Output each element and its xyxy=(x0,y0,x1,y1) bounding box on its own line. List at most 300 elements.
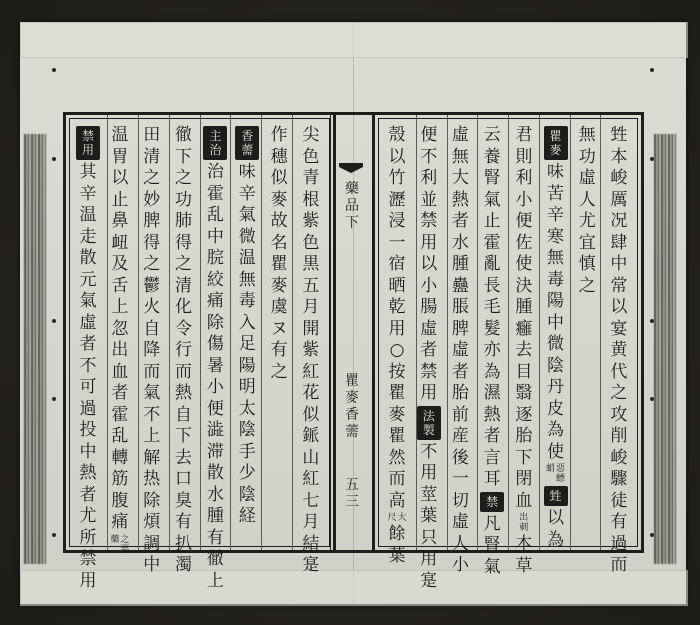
note-line xyxy=(519,513,528,533)
heading-char: 瞿 xyxy=(549,129,562,143)
text-char: 腎 xyxy=(483,168,501,188)
text-char: 之 xyxy=(175,168,193,188)
text-char: 脘 xyxy=(206,248,224,268)
note-line xyxy=(387,513,396,523)
text-char: 而 xyxy=(610,555,628,575)
text-char: 脾 xyxy=(143,211,161,231)
text-char: 以 xyxy=(547,508,565,528)
text-char: 胎 xyxy=(451,383,469,403)
text-char: 熱 xyxy=(79,463,97,483)
text-char: 峻 xyxy=(610,447,628,468)
text-char: 色 xyxy=(302,232,320,253)
text-char: 䤨 xyxy=(302,426,320,446)
text-char: 脾 xyxy=(451,318,469,339)
note-line xyxy=(120,535,129,555)
text-char: 佐 xyxy=(515,232,533,253)
text-char: 殼 xyxy=(388,125,406,145)
text-char: 尖 xyxy=(302,125,320,145)
text-char: 有 xyxy=(175,512,193,532)
text-char: 七 xyxy=(302,490,320,511)
text-char: 紅 xyxy=(302,469,320,489)
text-char: 氣 xyxy=(483,189,501,210)
note-char: 大 xyxy=(397,513,407,523)
text-char: 氣 xyxy=(79,291,97,311)
text-char: 無 xyxy=(451,146,469,167)
text-char: 苦 xyxy=(547,183,565,204)
text-char: 足 xyxy=(238,334,256,354)
text-char: 中 xyxy=(143,555,161,575)
right-column-6 xyxy=(448,125,472,575)
text-char: 降 xyxy=(143,340,161,360)
text-char: 月 xyxy=(302,512,320,532)
text-char: 攻 xyxy=(610,404,628,425)
left-column-2 xyxy=(267,125,291,540)
text-char: 暑 xyxy=(206,355,224,376)
text-char: 過 xyxy=(610,533,628,554)
text-char: 乱 xyxy=(111,426,129,446)
text-char: 投 xyxy=(79,420,97,440)
heading-char: 法 xyxy=(422,408,435,423)
text-char: 水 xyxy=(451,232,469,253)
left-column-3 xyxy=(235,125,259,540)
text-char: 人 xyxy=(451,533,469,554)
text-char: 胎 xyxy=(515,426,533,446)
heading-char: 製 xyxy=(422,422,435,437)
fish-tail-mark-icon xyxy=(339,163,363,173)
text-char: 辛 xyxy=(79,183,97,204)
text-char: 亂 xyxy=(483,254,501,274)
gutter-char: 瞿 xyxy=(345,373,359,389)
binding-hole xyxy=(52,68,56,72)
text-char: 甡 xyxy=(610,125,628,145)
right-column-8 xyxy=(385,125,409,566)
text-char: 中 xyxy=(610,254,628,274)
text-char: 而 xyxy=(143,361,161,382)
text-char: 熱 xyxy=(483,404,501,425)
text-char: 乾 xyxy=(388,297,406,317)
text-char: 紅 xyxy=(302,361,320,382)
text-char: 者 xyxy=(79,484,97,505)
text-char: 徹 xyxy=(206,549,224,569)
text-char: 氣 xyxy=(483,556,501,577)
text-char: 火 xyxy=(143,297,161,317)
note-char: 藥 xyxy=(110,534,120,545)
text-char: 為 xyxy=(483,361,501,382)
text-char: 毛 xyxy=(483,297,501,317)
text-char: 陰 xyxy=(238,484,256,505)
text-char: 開 xyxy=(302,318,320,339)
text-char: 似 xyxy=(270,168,288,188)
text-char: 有 xyxy=(270,340,288,360)
text-char: 者 xyxy=(451,211,469,231)
column-rule xyxy=(200,115,201,550)
text-char: 腎 xyxy=(483,535,501,555)
text-char: 草 xyxy=(515,555,533,576)
binding-hole xyxy=(650,157,654,161)
text-char: 可 xyxy=(79,377,97,397)
text-char: 自 xyxy=(143,318,161,339)
text-char: 癰 xyxy=(515,318,533,339)
note-char: 刺 xyxy=(519,523,529,533)
text-char: 紫 xyxy=(302,211,320,231)
text-char: 有 xyxy=(206,527,224,548)
right-column-4 xyxy=(512,125,536,576)
note-line xyxy=(398,513,407,523)
binding-hole xyxy=(650,533,654,537)
text-char: 尤 xyxy=(79,506,97,526)
text-char: 以 xyxy=(388,146,406,167)
text-char: 瀝 xyxy=(388,189,406,210)
note-char: 蛸 xyxy=(546,464,556,474)
text-char: 亦 xyxy=(483,340,501,360)
text-char: 霍 xyxy=(111,404,129,425)
column-rule xyxy=(138,115,139,550)
text-char: 餘 xyxy=(388,524,406,544)
column-rule xyxy=(292,115,293,550)
text-char: 中 xyxy=(79,441,97,462)
text-char: 無 xyxy=(547,248,565,268)
gutter-char: 藥 xyxy=(345,181,359,197)
text-char: 陽 xyxy=(238,355,256,376)
text-char: 濕 xyxy=(483,383,501,403)
left-column-4 xyxy=(203,125,227,591)
text-char: 而 xyxy=(388,469,406,489)
show-through-right xyxy=(654,134,676,564)
text-char: 利 xyxy=(515,168,533,188)
heading-char: 麥 xyxy=(549,143,562,157)
heading-label xyxy=(417,406,441,440)
text-char: 毒 xyxy=(238,291,256,311)
text-char: 化 xyxy=(175,297,193,317)
text-char: 功 xyxy=(578,146,596,167)
text-char: 本 xyxy=(610,146,628,167)
text-char: 腸 xyxy=(420,297,438,317)
text-char: 葉 xyxy=(420,506,438,526)
text-char: 麥 xyxy=(388,404,406,425)
text-char: 似 xyxy=(302,404,320,425)
text-char: 便 xyxy=(420,125,438,145)
text-char: 虛 xyxy=(578,168,596,188)
text-char: 入 xyxy=(238,312,256,333)
left-page-frame xyxy=(63,112,336,591)
text-char: 逐 xyxy=(515,404,533,425)
text-char: 用 xyxy=(420,463,438,483)
text-char: 用 xyxy=(79,570,97,591)
text-char: 者 xyxy=(79,334,97,354)
heading-char: 禁 xyxy=(486,494,499,509)
gutter-page-number xyxy=(331,477,373,511)
text-char: 下 xyxy=(515,447,533,468)
heading-char: 香 xyxy=(241,129,254,143)
text-char: 並 xyxy=(420,189,438,210)
gutter-char: 麥 xyxy=(345,390,359,406)
gutter-section-title xyxy=(331,181,373,232)
heading-char: 治 xyxy=(209,143,222,157)
text-char: 滞 xyxy=(206,441,224,462)
text-char: 之 xyxy=(175,254,193,274)
text-char: 忽 xyxy=(111,318,129,339)
text-char: 以 xyxy=(111,168,129,188)
text-char: 前 xyxy=(451,404,469,425)
text-char: 太 xyxy=(238,398,256,419)
text-char: 用 xyxy=(420,232,438,253)
heading-char: 用 xyxy=(81,143,94,157)
text-char: 者 xyxy=(420,340,438,360)
text-char: 瞿 xyxy=(388,426,406,446)
text-char: 除 xyxy=(143,490,161,511)
column-rule xyxy=(230,115,231,550)
text-char: 不 xyxy=(143,404,161,425)
text-char: 紫 xyxy=(302,340,320,360)
text-char: 功 xyxy=(175,189,193,210)
text-char: 清 xyxy=(143,146,161,167)
text-char: 本 xyxy=(515,534,533,554)
text-char: 徒 xyxy=(610,490,628,511)
column-rule xyxy=(570,115,571,550)
text-char: 治 xyxy=(206,162,224,182)
text-char: 用 xyxy=(420,549,438,569)
text-char: 瞿 xyxy=(388,383,406,403)
text-char: 山 xyxy=(302,447,320,468)
text-char: 腹 xyxy=(111,490,129,511)
column-rule xyxy=(261,115,262,550)
text-char: 穗 xyxy=(270,146,288,167)
binding-hole xyxy=(52,397,56,401)
text-char: 温 xyxy=(111,125,129,145)
text-char: 之 xyxy=(143,168,161,188)
text-char: 丹 xyxy=(547,377,565,397)
text-char: 元 xyxy=(79,269,97,290)
text-char: 散 xyxy=(206,463,224,483)
text-char: 竹 xyxy=(388,168,406,188)
binding-hole xyxy=(52,319,56,323)
column-rule xyxy=(508,115,509,550)
text-char: 得 xyxy=(175,232,193,253)
interlinear-note xyxy=(109,535,131,555)
text-char: 無 xyxy=(578,125,596,145)
right-column-5 xyxy=(480,125,504,577)
note-line xyxy=(546,464,555,484)
text-char: 之 xyxy=(610,383,628,403)
text-char: 口 xyxy=(175,469,193,489)
text-char: 閉 xyxy=(515,469,533,489)
text-char: 常 xyxy=(610,275,628,296)
text-char: 温 xyxy=(238,248,256,268)
text-char: 虛 xyxy=(451,512,469,532)
text-char: 結 xyxy=(302,533,320,554)
text-char: 宿 xyxy=(388,254,406,274)
text-char: 虛 xyxy=(420,318,438,339)
text-char: 上 xyxy=(111,297,129,317)
text-char: 腫 xyxy=(451,254,469,274)
column-rule xyxy=(477,115,478,550)
text-char: 解 xyxy=(143,447,161,468)
text-char: 水 xyxy=(206,484,224,505)
text-char: 黒 xyxy=(302,254,320,274)
text-char: 有 xyxy=(610,512,628,532)
text-char: 其 xyxy=(79,162,97,182)
text-char: 驟 xyxy=(610,469,628,489)
note-line xyxy=(110,535,119,555)
text-char: 之 xyxy=(143,254,161,274)
gutter-char: 下 xyxy=(345,215,359,231)
text-char: 以 xyxy=(610,297,628,317)
text-char: 肺 xyxy=(175,211,193,231)
text-char: 下 xyxy=(175,426,193,446)
text-char: 所 xyxy=(79,527,97,548)
text-char: 中 xyxy=(547,312,565,333)
text-char: 腫 xyxy=(206,506,224,526)
right-column-3 xyxy=(544,125,568,550)
left-column-8 xyxy=(76,125,100,591)
text-char: 上 xyxy=(206,570,224,591)
text-char: 麥 xyxy=(270,275,288,296)
note-line xyxy=(556,464,565,484)
text-char: 黄 xyxy=(610,340,628,360)
text-char: 大 xyxy=(451,168,469,188)
text-char: 小 xyxy=(206,377,224,397)
text-char: 辛 xyxy=(547,205,565,225)
interlinear-note xyxy=(513,513,535,533)
text-char: 舌 xyxy=(111,275,129,296)
text-char: 熱 xyxy=(451,189,469,210)
text-char: 者 xyxy=(483,426,501,446)
text-char: 及 xyxy=(111,254,129,274)
note-char: 之 xyxy=(120,534,130,545)
text-char: 按 xyxy=(388,361,406,382)
binding-hole xyxy=(650,397,654,401)
text-char: 禁 xyxy=(420,211,438,231)
text-char: 代 xyxy=(610,361,628,382)
text-char: 凡 xyxy=(483,513,501,534)
right-column-2 xyxy=(575,125,599,540)
heading-label xyxy=(203,126,227,160)
tape-top xyxy=(20,22,688,58)
text-char: 蠱 xyxy=(451,275,469,296)
text-char: 虛 xyxy=(451,340,469,360)
text-char: 寔 xyxy=(420,570,438,591)
text-char: 浸 xyxy=(388,211,406,231)
text-char: 削 xyxy=(610,426,628,446)
gutter-char: 香 xyxy=(345,407,359,423)
text-char: 中 xyxy=(206,226,224,247)
column-rule xyxy=(600,115,601,550)
text-char: 妙 xyxy=(143,189,161,210)
text-char: 濁 xyxy=(175,555,193,575)
text-char: 然 xyxy=(388,447,406,468)
text-char: 痛 xyxy=(111,512,129,532)
text-char: 腫 xyxy=(515,297,533,317)
text-char: 用 xyxy=(420,383,438,403)
text-char: 自 xyxy=(175,404,193,425)
text-char: ヌ xyxy=(270,318,288,339)
gutter-column xyxy=(330,112,374,553)
text-char: 少 xyxy=(238,463,256,483)
text-char: 無 xyxy=(238,269,256,290)
note-char: 惡 xyxy=(556,464,566,474)
text-char: 下 xyxy=(175,146,193,167)
right-column-1 xyxy=(607,125,631,575)
text-char: 澁 xyxy=(206,420,224,440)
text-char: 去 xyxy=(175,447,193,468)
text-char: 氣 xyxy=(238,205,256,225)
text-char: 之 xyxy=(578,275,596,296)
text-char: 宴 xyxy=(610,318,628,339)
text-char: 明 xyxy=(238,377,256,397)
text-char: 絞 xyxy=(206,269,224,290)
gutter-entry-title xyxy=(331,373,373,441)
binding-hole xyxy=(650,319,654,323)
text-char: 不 xyxy=(79,355,97,376)
text-char: 麥 xyxy=(270,189,288,210)
text-char: 皮 xyxy=(547,398,565,419)
text-char: 除 xyxy=(206,312,224,333)
text-char: 過 xyxy=(79,398,97,419)
text-char: 便 xyxy=(206,398,224,419)
text-char: 高 xyxy=(388,490,406,511)
note-char: 螵 xyxy=(556,474,566,484)
text-char: 利 xyxy=(420,168,438,188)
interlinear-note xyxy=(545,464,567,484)
text-char: 散 xyxy=(79,248,97,268)
column-rule xyxy=(169,115,170,550)
text-char: 瞿 xyxy=(270,254,288,274)
text-char: 乱 xyxy=(206,205,224,225)
text-char: 小 xyxy=(451,555,469,575)
text-char: 故 xyxy=(270,211,288,231)
text-char: 辛 xyxy=(238,183,256,204)
text-char: 君 xyxy=(515,125,533,145)
text-char: 味 xyxy=(547,162,565,182)
column-rule xyxy=(447,115,448,550)
text-char: 為 xyxy=(547,529,565,550)
text-char: 言 xyxy=(483,447,501,468)
text-char: 上 xyxy=(143,426,161,446)
text-char: 則 xyxy=(515,146,533,167)
note-char: 要 xyxy=(120,544,130,555)
gutter-char: 三 xyxy=(345,494,359,510)
text-char: 小 xyxy=(420,275,438,296)
text-char: 氣 xyxy=(143,383,161,403)
text-char: 出 xyxy=(111,340,129,360)
text-char: 使 xyxy=(515,254,533,274)
text-char: 長 xyxy=(483,275,501,296)
text-char: 使 xyxy=(547,441,565,462)
text-char: 煩 xyxy=(143,512,161,532)
text-char: 虛 xyxy=(79,312,97,333)
note-char: 尺 xyxy=(387,513,397,523)
text-char: 衄 xyxy=(111,232,129,253)
heading-char: 甡 xyxy=(549,489,562,503)
text-char: 而 xyxy=(175,361,193,382)
text-char: 作 xyxy=(270,125,288,145)
text-char: 毒 xyxy=(547,269,565,290)
text-char: 肆 xyxy=(610,232,628,253)
text-char: 虞 xyxy=(270,297,288,317)
text-char: 陰 xyxy=(238,420,256,440)
right-column-7 xyxy=(417,125,441,591)
text-char: 晒 xyxy=(388,275,406,296)
text-char: 温 xyxy=(79,205,97,225)
text-char: 一 xyxy=(451,469,469,489)
text-char: 止 xyxy=(111,189,129,210)
text-char: 根 xyxy=(302,189,320,210)
text-char: 只 xyxy=(420,527,438,548)
text-char: 厲 xyxy=(610,189,628,210)
text-char: 筋 xyxy=(111,469,129,489)
text-char: 之 xyxy=(270,361,288,382)
binding-hole xyxy=(52,157,56,161)
